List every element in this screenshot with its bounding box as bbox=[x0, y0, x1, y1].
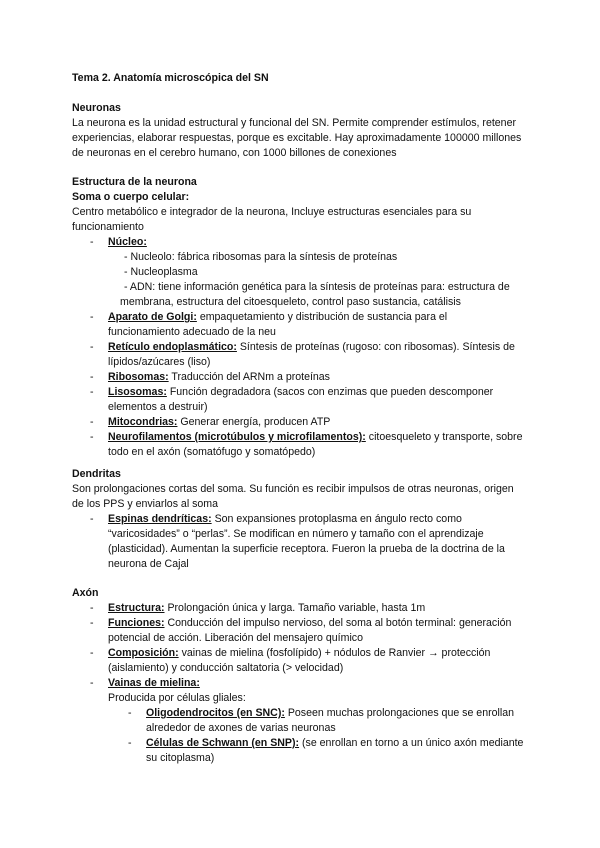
sublist-item-oligodendrocitos: - Oligodendrocitos (en SNC): Poseen muchas prolongaciones que se enrollan alrededor de axones de varias neuronas bbox=[128, 707, 515, 734]
item-text: Función degradadora (sacos con enzimas que pueden descomponer bbox=[166, 386, 494, 398]
list-item-reticulo: - Retículo endoplasmático: Síntesis de proteínas (rugoso: con ribosomas). Síntesis de lípidos/azúcares (liso) bbox=[90, 341, 515, 368]
paragraph-line: Son prolongaciones cortas del soma. Su función es recibir impulsos de otras neuronas, origen bbox=[72, 483, 514, 495]
item-text: elementos a destruir) bbox=[108, 401, 208, 413]
item-label: Espinas dendríticas: bbox=[108, 513, 212, 525]
heading-dendritas: Dendritas bbox=[72, 468, 121, 480]
list-item-neurofilamentos: - Neurofilamentos (microtúbulos y microfilamentos): citoesqueleto y transporte, sobre todo en el axón (somatófugo y somatópedo) bbox=[90, 431, 523, 458]
axon-list bbox=[89, 601, 549, 766]
item-label: Núcleo: bbox=[108, 236, 147, 248]
paragraph-neuronas bbox=[72, 116, 542, 161]
heading-axon: Axón bbox=[72, 587, 99, 599]
item-text: Son expansiones protoplasma en ángulo recto como bbox=[211, 513, 462, 525]
item-text: Poseen muchas prolongaciones que se enrollan bbox=[284, 707, 515, 719]
item-text: Síntesis de proteínas (rugoso: con ribosomas). Síntesis de bbox=[236, 341, 515, 353]
vainas-sublist bbox=[108, 706, 549, 766]
item-text: alrededor de axones de varias neuronas bbox=[146, 722, 336, 734]
item-label: Células de Schwann (en SNP): bbox=[146, 737, 300, 749]
item-text: Traducción del ARNm a proteínas bbox=[168, 371, 330, 383]
dendritas-list bbox=[89, 512, 549, 572]
item-label: Estructura: bbox=[108, 602, 165, 614]
item-text: (aislamiento) y conducción saltatoria (> velocidad) bbox=[108, 662, 344, 674]
item-text: citoesqueleto y transporte, sobre bbox=[365, 431, 523, 443]
list-item-lisosomas: - Lisosomas: Función degradadora (sacos con enzimas que pueden descomponer elementos a destruir) bbox=[90, 386, 494, 413]
list-item-golgi: - Aparato de Golgi: empaquetamiento y distribución de sustancia para el funcionamiento adecuado de la neu bbox=[90, 311, 448, 338]
heading-estructura: Estructura de la neurona bbox=[72, 176, 197, 188]
item-label: Aparato de Golgi: bbox=[108, 311, 197, 323]
item-label: Retículo endoplasmático: bbox=[108, 341, 237, 353]
soma-list bbox=[89, 235, 549, 460]
item-text: Generar energía, producen ATP bbox=[177, 416, 331, 428]
item-label: Mitocondrias: bbox=[108, 416, 178, 428]
list-item-nucleo: - Núcleo: bbox=[90, 236, 147, 248]
list-item-ribosomas: - Ribosomas: Traducción del ARNm a proteínas bbox=[90, 371, 330, 383]
sublist-item: - Nucleolo: fábrica ribosomas para la síntesis de proteínas bbox=[124, 251, 398, 263]
heading-neuronas: Neuronas bbox=[72, 102, 121, 114]
sublist-item-schwann: - Células de Schwann (en SNP): (se enrollan en torno a un único axón mediante su citoplasma) bbox=[128, 737, 524, 764]
list-item-vainas: - Vainas de mielina: Producida por células gliales: - Oligodendrocitos (en SNC): Poseen muchas prolongaciones que se enrollan alrededor de axones de varias neuronas - Células de Schwann (en SNP): (se enrollan en torno a un único axón mediante su citoplasma) bbox=[89, 676, 549, 766]
item-text: funcionamiento adecuado de la neu bbox=[108, 326, 276, 338]
item-text: su citoplasma) bbox=[146, 752, 215, 764]
paragraph-line: de neuronas en el cerebro humano, con 1000 billones de conexiones bbox=[72, 147, 397, 159]
item-label: Ribosomas: bbox=[108, 371, 169, 383]
item-text: (plasticidad). Aumentan la superficie receptora. Fueron la prueba de la doctrina de la bbox=[108, 543, 505, 555]
item-text: lípidos/azúcares (liso) bbox=[108, 356, 211, 368]
list-item-funciones: - Funciones: Conducción del impulso nervioso, del soma al botón terminal: generación potencial de acción. Liberación del mensajero químico bbox=[90, 617, 512, 644]
item-text: neurona de Cajal bbox=[108, 558, 189, 570]
paragraph-line: Centro metabólico e integrador de la neurona, Incluye estructuras esenciales para su bbox=[72, 206, 472, 218]
item-text: “varicosidades” o “perlas”. Se modifican en número y tamaño con el aprendizaje bbox=[108, 528, 484, 540]
list-item-estructura: - Estructura: Prolongación única y larga. Tamaño variable, hasta 1m bbox=[90, 602, 426, 614]
item-text: vainas de mielina (fosfolípido) + nódulos de Ranvier → protección bbox=[178, 647, 491, 659]
paragraph-soma bbox=[72, 205, 542, 235]
sublist-item: - Nucleoplasma bbox=[124, 266, 198, 278]
item-text: Prolongación única y larga. Tamaño variable, hasta 1m bbox=[164, 602, 426, 614]
paragraph-line: de los PPS y enviarlos al soma bbox=[72, 498, 219, 510]
sublist-item: - ADN: tiene información genética para la síntesis de proteínas para: estructura de bbox=[124, 281, 510, 293]
item-label: Oligodendrocitos (en SNC): bbox=[146, 707, 285, 719]
list-item-espinas: - Espinas dendríticas: Son expansiones protoplasma en ángulo recto como “varicosidades” o “perlas”. Se modifican en número y tamaño con el aprendizaje (plasticidad). Aumentan la superficie receptora. Fueron la prueba de la doctrina de la neurona de Cajal bbox=[90, 513, 505, 570]
paragraph-line: La neurona es la unidad estructural y funcional del SN. Permite comprender estímulos, retener bbox=[72, 117, 516, 129]
item-text: Conducción del impulso nervioso, del soma al botón terminal: generación bbox=[164, 617, 512, 629]
heading-soma: Soma o cuerpo celular: bbox=[72, 191, 190, 203]
item-label: Lisosomas: bbox=[108, 386, 167, 398]
item-label: Composición: bbox=[108, 647, 179, 659]
item-text: potencial de acción. Liberación del mensajero químico bbox=[108, 632, 363, 644]
item-text: (se enrollan en torno a un único axón mediante bbox=[299, 737, 524, 749]
list-item-mitocondrias: - Mitocondrias: Generar energía, producen ATP bbox=[90, 416, 331, 428]
paragraph-line: experiencias, elaborar respuestas, porque es excitable. Hay aproximadamente 100000 millones bbox=[72, 132, 522, 144]
item-text: todo en el axón (somatófugo y somatópedo) bbox=[108, 446, 316, 458]
item-label: Funciones: bbox=[108, 617, 165, 629]
document-title: Tema 2. Anatomía microscópica del SN bbox=[72, 72, 269, 84]
item-text: Producida por células gliales: bbox=[108, 692, 246, 704]
item-text: empaquetamiento y distribución de sustancia para el bbox=[196, 311, 448, 323]
item-label: Vainas de mielina: bbox=[108, 677, 200, 689]
nucleo-sublist bbox=[89, 250, 549, 310]
sublist-item: membrana, estructura del citoesqueleto, control paso sustancia, catálisis bbox=[120, 296, 461, 308]
paragraph-line: funcionamiento bbox=[72, 221, 144, 233]
paragraph-dendritas bbox=[72, 482, 542, 512]
item-label: Neurofilamentos (microtúbulos y microfilamentos): bbox=[108, 431, 366, 443]
list-item-composicion: - Composición: vainas de mielina (fosfolípido) + nódulos de Ranvier → protección (aislamiento) y conducción saltatoria (> velocidad) bbox=[90, 647, 491, 674]
